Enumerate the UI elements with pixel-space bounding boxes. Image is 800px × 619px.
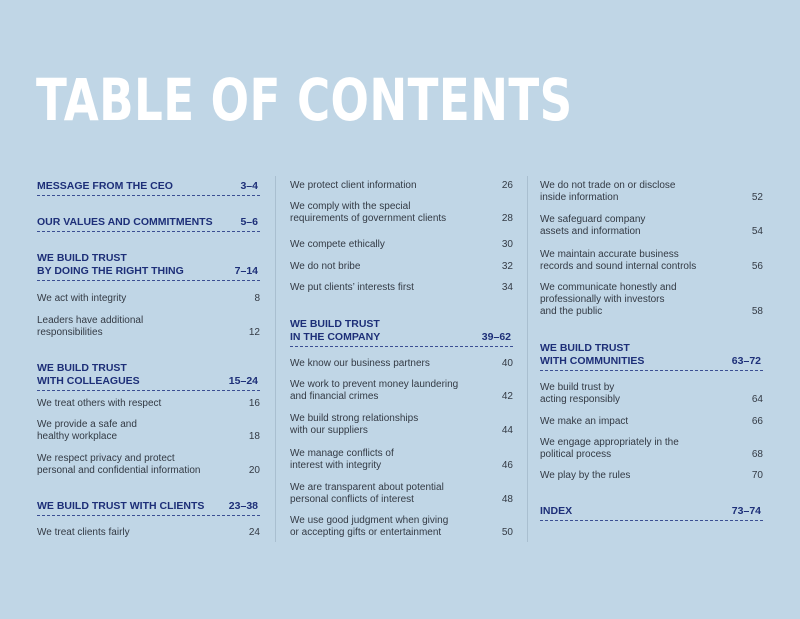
section-with-communities[interactable]: WE BUILD TRUST WITH COMMUNITIES 63–72 [540, 342, 763, 371]
toc-entry[interactable]: We engage appropriately in the political process 68 [540, 437, 763, 460]
toc-entry[interactable]: We communicate honestly and professionally with investors and the public 58 [540, 282, 763, 317]
page-number: 68 [751, 449, 763, 460]
section-values-commitments[interactable]: OUR VALUES AND COMMITMENTS 5–6 [37, 216, 260, 232]
page-number: 12 [248, 327, 260, 338]
toc-entry[interactable]: We know our business partners 40 [290, 358, 513, 369]
toc-entry[interactable]: We build trust by acting responsibly 64 [540, 382, 763, 405]
page-number: 3–4 [240, 180, 258, 192]
toc-entry[interactable]: We use good judgment when giving or accepting gifts or entertainment 50 [290, 515, 513, 538]
toc-entry[interactable]: We play by the rules 70 [540, 470, 763, 481]
toc-entry[interactable]: We do not bribe 32 [290, 261, 513, 272]
page-number: 8 [254, 293, 260, 304]
page-number: 63–72 [731, 355, 761, 367]
page-number: 66 [751, 416, 763, 427]
section-with-colleagues[interactable]: WE BUILD TRUST WITH COLLEAGUES 15–24 [37, 362, 260, 391]
page-number: 40 [501, 358, 513, 369]
toc-entry[interactable]: We treat others with respect 16 [37, 398, 260, 409]
toc-entry[interactable]: We are transparent about potential personal conflicts of interest 48 [290, 482, 513, 505]
page-number: 39–62 [481, 331, 511, 343]
page-number: 73–74 [731, 505, 761, 517]
toc-entry[interactable]: We make an impact 66 [540, 416, 763, 427]
page-number: 30 [501, 239, 513, 250]
section-with-clients[interactable]: WE BUILD TRUST WITH CLIENTS 23–38 [37, 500, 260, 516]
page-number: 7–14 [234, 265, 258, 277]
toc-entry[interactable]: We do not trade on or disclose inside information 52 [540, 180, 763, 203]
toc-entry[interactable]: We build strong relationships with our suppliers 44 [290, 413, 513, 436]
page-number: 48 [501, 494, 513, 505]
toc-entry[interactable]: We put clients’ interests first 34 [290, 282, 513, 293]
page-number: 28 [501, 213, 513, 224]
page-number: 20 [248, 465, 260, 476]
page-number: 50 [501, 527, 513, 538]
section-doing-right-thing[interactable]: WE BUILD TRUST BY DOING THE RIGHT THING 7–14 [37, 252, 260, 281]
toc-entry[interactable]: We provide a safe and healthy workplace 18 [37, 419, 260, 442]
toc-entry[interactable]: We manage conflicts of interest with integrity 46 [290, 448, 513, 471]
page-number: 34 [501, 282, 513, 293]
page-number: 58 [751, 306, 763, 317]
toc-entry[interactable]: We maintain accurate business records and sound internal controls 56 [540, 249, 763, 272]
section-message-from-ceo[interactable]: MESSAGE FROM THE CEO 3–4 [37, 180, 260, 196]
toc-entry[interactable]: We treat clients fairly 24 [37, 527, 260, 538]
page-number: 26 [501, 180, 513, 191]
toc-entry[interactable]: We safeguard company assets and information 54 [540, 214, 763, 237]
page-title: TABLE OF CONTENTS [36, 66, 573, 134]
page-number: 18 [248, 431, 260, 442]
column-divider [275, 176, 276, 542]
page-number: 23–38 [228, 500, 258, 512]
page-number: 24 [248, 527, 260, 538]
page-number: 64 [751, 394, 763, 405]
page-number: 46 [501, 460, 513, 471]
page-number: 54 [751, 226, 763, 237]
toc-entry[interactable]: We respect privacy and protect personal and confidential information 20 [37, 453, 260, 476]
toc-entry[interactable]: We protect client information 26 [290, 180, 513, 191]
section-index[interactable]: INDEX 73–74 [540, 505, 763, 521]
toc-entry[interactable]: We act with integrity 8 [37, 293, 260, 304]
toc-entry[interactable]: Leaders have additional responsibilities 12 [37, 315, 260, 338]
page-number: 15–24 [228, 375, 258, 387]
page-number: 52 [751, 192, 763, 203]
toc-entry[interactable]: We work to prevent money laundering and financial crimes 42 [290, 379, 513, 402]
toc-entry[interactable]: We comply with the special requirements of government clients 28 [290, 201, 513, 224]
page-number: 5–6 [240, 216, 258, 228]
page-number: 42 [501, 391, 513, 402]
toc-entry[interactable]: We compete ethically 30 [290, 239, 513, 250]
page-number: 32 [501, 261, 513, 272]
column-divider [527, 176, 528, 542]
page-number: 56 [751, 261, 763, 272]
section-in-the-company[interactable]: WE BUILD TRUST IN THE COMPANY 39–62 [290, 318, 513, 347]
page-number: 16 [248, 398, 260, 409]
page-number: 44 [501, 425, 513, 436]
page-number: 70 [751, 470, 763, 481]
